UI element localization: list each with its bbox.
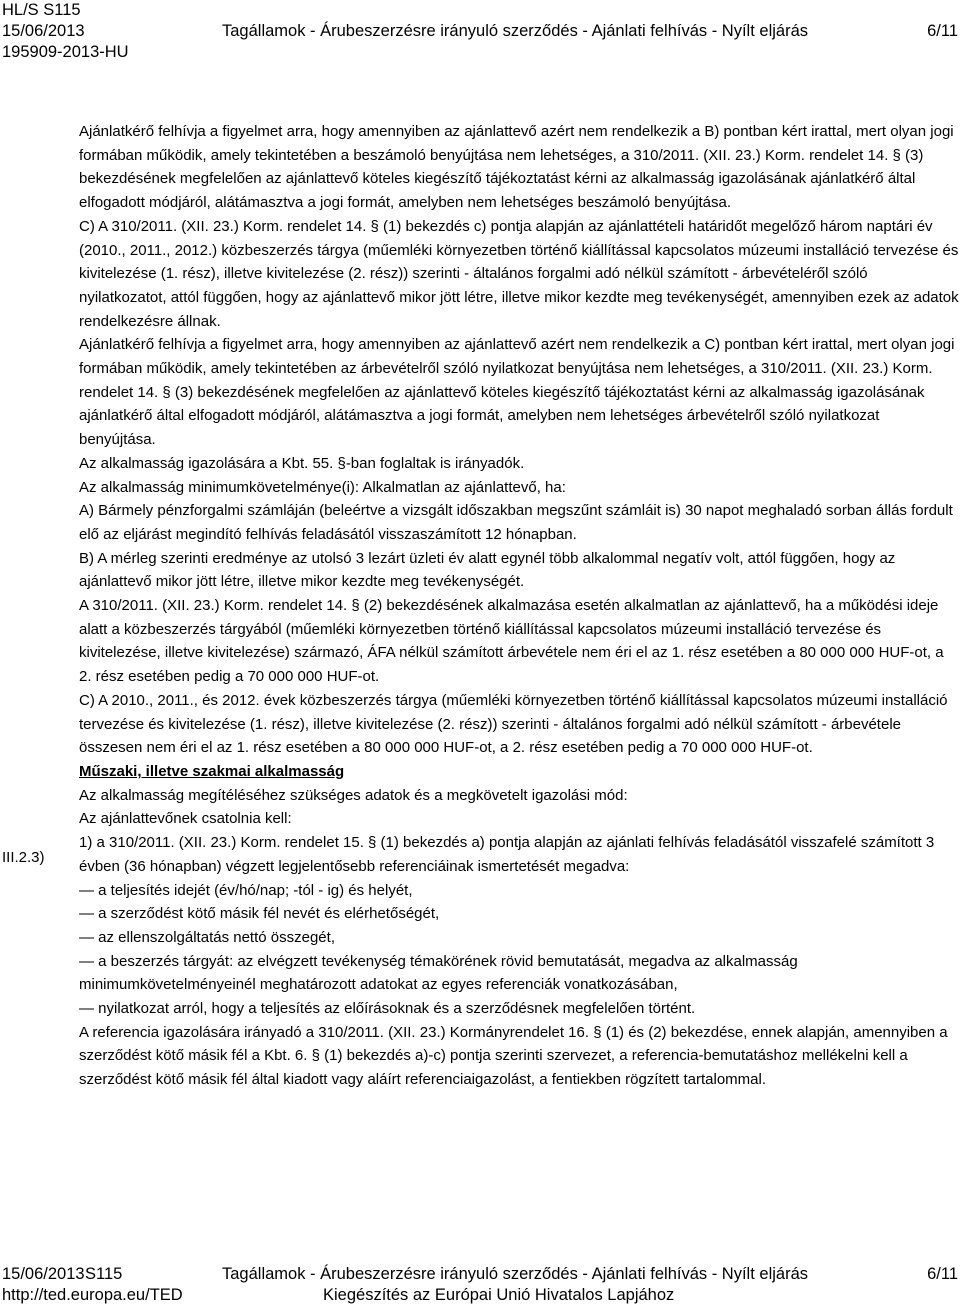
- paragraph: Az alkalmasság igazolására a Kbt. 55. §-ban foglaltak is irányadók.: [79, 454, 525, 472]
- footer-title: Tagállamok - Árubeszerzésre irányuló szerződés - Ajánlati felhívás - Nyílt eljárás: [222, 1265, 808, 1283]
- paragraph: Ajánlatkérő felhívja a figyelmet arra, hogy amennyiben az ajánlattevő azért nem rendelkezik a B) pontban kért irattal, mert olyan jogi formában működik, amely tekintetében a beszámoló benyújtása nem lehetséges, a 310/2011. (XII. 23.) Korm. rendelet 14. § (3) bekezdésének megfelelően az ajánlattevő köteles kiegészítő tájékoztatást kérni az alkalmasság igazolásának ajánlatkérő által elfogadott módjáról, alátámasztva a jogi formát, amelyben nem lehetséges beszámoló benyújtása.: [79, 123, 954, 212]
- footer-series: S115: [85, 1265, 123, 1283]
- document-body: [79, 120, 959, 1092]
- journal-code: HL/S S115: [2, 1, 81, 19]
- paragraph: Az alkalmasság minimumkövetelménye(i): Alkalmatlan az ajánlattevő, ha:: [79, 478, 566, 496]
- footer-page-number: 6/11: [927, 1265, 958, 1283]
- list-item: — nyilatkozat arról, hogy a teljesítés az előírásoknak és a szerződésnek megfelelően történt.: [79, 1000, 696, 1018]
- paragraph: A 310/2011. (XII. 23.) Korm. rendelet 14. § (2) bekezdésének alkalmazása esetén alkalmatlan az ajánlattevő, ha a működési ideje alatt a közbeszerzés tárgyából (műemléki környezetben történő kiállítással kapcsolatos múzeumi installáció tervezése és kivitelezése, illetve kivitelezése) származó, ÁFA nélkül számított árbevétele nem éri el az 1. rész esetében a 80 000 000 HUF-ot, a 2. rész esetében pedig a 70 000 000 HUF-ot.: [79, 597, 944, 686]
- footer-date: 15/06/2013: [2, 1265, 85, 1283]
- paragraph: C) A 2010., 2011., és 2012. évek közbeszerzés tárgya (műemléki környezetben történő kiállítással kapcsolatos múzeumi installáció tervezése és kivitelezése (1. rész), illetve kivitelezése (2. rész)) szerinti - általános forgalmi adó nélkül számított - árbevétele összesen nem éri el az 1. rész esetében a 80 000 000 HUF-ot, a 2. rész esetében pedig a 70 000 000 HUF-ot.: [79, 691, 948, 757]
- paragraph: A referencia igazolására irányadó a 310/2011. (XII. 23.) Kormányrendelet 16. § (1) és (2) bekezdése, ennek alapján, amennyiben a szerződést kötő másik fél a Kbt. 6. § (1) bekezdés a)-c) pontja szerinti szervezet, a referencia-bemutatáshoz mellékelni kell a szerződést kötő másik fél által kiadott vagy aláírt referenciaigazolást, a fentiekben rögzített tartalommal.: [79, 1023, 948, 1089]
- paragraph: B) A mérleg szerinti eredménye az utolsó 3 lezárt üzleti év alatt egynél több alkalommal negatív volt, attól függően, hogy az ajánlattevő mikor jött létre, illetve mikor kezdte meg tevékenységét.: [79, 549, 896, 591]
- paragraph: Ajánlatkérő felhívja a figyelmet arra, hogy amennyiben az ajánlattevő azért nem rendelkezik a C) pontban kért irattal, mert olyan jogi formában működik, amely tekintetében az árbevételről szóló nyilatkozat benyújtása nem lehetséges, a 310/2011. (XII. 23.) Korm. rendelet 14. § (3) bekezdésének megfelelően az ajánlattevő köteles kiegészítő tájékoztatást kérni az alkalmasság igazolásának ajánlatkérő által elfogadott módjáról, alátámasztva a jogi formát, amelyben nem lehetséges árbevételről szóló nyilatkozat benyújtása.: [79, 336, 955, 449]
- paragraph: C) A 310/2011. (XII. 23.) Korm. rendelet 14. § (1) bekezdés c) pontja alapján az ajánlattételi határidőt megelőző három naptári év (2010., 2011., 2012.) közbeszerzés tárgya (műemléki környezetben történő kiállítással kapcsolatos múzeumi installáció tervezése és kivitelezése (1. rész), illetve kivitelezése (2. rész)) szerinti - általános forgalmi adó nélkül számított - árbevételéről szóló nyilatkozatot, attól függően, hogy az ajánlattevő mikor jött létre, illetve mikor kezdte meg tevékenységét, amennyiben ezek az adatok rendelkezésre állnak.: [79, 217, 959, 330]
- page-header: [2, 0, 958, 63]
- paragraph: Az ajánlattevőnek csatolnia kell:: [79, 810, 292, 828]
- document-id: 195909-2013-HU: [2, 43, 129, 61]
- list-item: — a szerződést kötő másik fél nevét és elérhetőségét,: [79, 905, 440, 923]
- list-item: — a teljesítés idejét (év/hó/nap; -tól - ig) és helyét,: [79, 881, 413, 899]
- section-number: III.2.3): [2, 849, 45, 866]
- footer-publisher: Kiegészítés az Európai Unió Hivatalos Lapjához: [323, 1286, 675, 1304]
- footer-url-link[interactable]: http://ted.europa.eu/TED: [2, 1286, 183, 1304]
- header-title: Tagállamok - Árubeszerzésre irányuló szerződés - Ajánlati felhívás - Nyílt eljárás: [222, 22, 808, 40]
- list-item: — az ellenszolgáltatás nettó összegét,: [79, 928, 335, 946]
- paragraph: A) Bármely pénzforgalmi számláján (beleértve a vizsgált időszakban megszűnt számláit is) 30 napot meghaladó sorban állás fordult elő az eljárást megindító felhívás feladásától visszaszámított 12 hónapban.: [79, 502, 953, 543]
- header-date: 15/06/2013: [2, 22, 85, 40]
- paragraph: Az alkalmasság megítéléséhez szükséges adatok és a megkövetelt igazolási mód:: [79, 786, 628, 804]
- paragraph: 1) a 310/2011. (XII. 23.) Korm. rendelet 15. § (1) bekezdés a) pontja alapján az ajánlati felhívás feladásától visszafelé számított 3 évben (36 hónapban) végzett legjelentősebb referenciáinak ismertetését megadva:: [79, 834, 935, 875]
- section-title: Műszaki, illetve szakmai alkalmasság: [79, 762, 345, 780]
- header-page-number: 6/11: [927, 22, 958, 40]
- page-footer: [2, 1264, 958, 1306]
- list-item: — a beszerzés tárgyát: az elvégzett tevékenység témakörének rövid bemutatását, megadva az alkalmasság minimumkövetelményeinél meghatározott adatokat az egyes referenciák vonatkozásában,: [79, 952, 798, 994]
